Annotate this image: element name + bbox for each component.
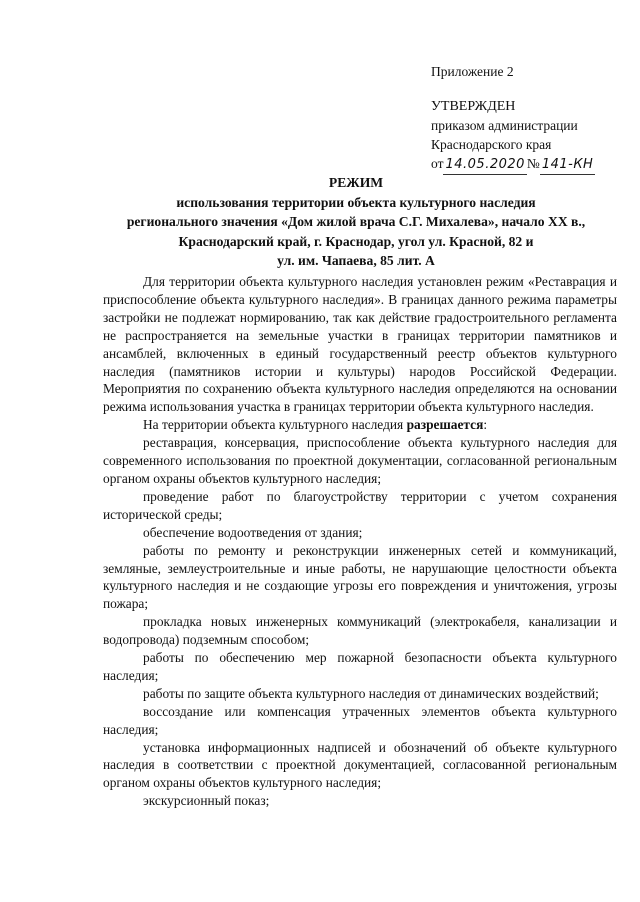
handwritten-number: 141-КН bbox=[540, 155, 596, 175]
list-item: проведение работ по благоустройству территории с учетом сохранения исторической среды; bbox=[103, 488, 617, 522]
approval-stamp bbox=[431, 62, 631, 175]
permitted-heading bbox=[103, 416, 617, 434]
permitted-heading-prefix: На территории объекта культурного наследия bbox=[143, 417, 407, 433]
approval-date-line bbox=[431, 154, 631, 175]
document-body bbox=[103, 273, 617, 810]
intro-paragraph: Для территории объекта культурного наследия установлен режим «Реставрация и приспособление объекта культурного наследия». В границах данного режима параметры застройки не подлежат нормированию, так как действие градостроительного регламента не распространяется на земельные участки в границах территории памятников и ансамблей, включенных в единый государственный реестр объектов культурного наследия (памятников истории и культуры) народов Российской Федерации. Мероприятия по сохранению объекта культурного наследия определяются на основании режима использования участка в границах территории объекта культурного наследия. bbox=[103, 274, 617, 415]
list-item: работы по защите объекта культурного наследия от динамических воздействий; bbox=[143, 685, 599, 701]
handwritten-date: 14.05.2020 bbox=[443, 155, 526, 175]
title-line-4: ул. им. Чапаева, 85 лит. А bbox=[277, 253, 435, 268]
list-item: работы по ремонту и реконструкции инженерных сетей и коммуникаций, земляные, землеустроительные и иные работы, не нарушающие целостности объекта культурного наследия и не создающие угрозы его повреждения и уничтожения, угрозы пожара; bbox=[103, 542, 617, 612]
appendix-label: Приложение 2 bbox=[431, 64, 514, 79]
list-item: экскурсионный показ; bbox=[143, 793, 270, 809]
list-item: прокладка новых инженерных коммуникаций (электрокабеля, канализации и водопровода) подземным способом; bbox=[103, 614, 617, 648]
date-prefix: от bbox=[431, 156, 444, 171]
title-line-3: Краснодарский край, г. Краснодар, угол ул. Красной, 82 и bbox=[178, 233, 534, 249]
permitted-heading-suffix: : bbox=[483, 417, 488, 433]
list-item: реставрация, консервация, приспособление объекта культурного наследия для современного использования по проектной документации, согласованной региональным органом охраны объектов культурного наследия; bbox=[103, 435, 617, 486]
title-line-1: использования территории объекта культурного наследия bbox=[176, 194, 536, 210]
document-title bbox=[96, 173, 616, 271]
approval-line-2: Краснодарского края bbox=[431, 137, 552, 152]
approved-label: УТВЕРЖДЕН bbox=[431, 99, 516, 114]
title-word: РЕЖИМ bbox=[328, 175, 384, 190]
approval-line-1: приказом администрации bbox=[431, 118, 578, 133]
list-item: работы по обеспечению мер пожарной безопасности объекта культурного наследия; bbox=[103, 650, 617, 683]
number-prefix: № bbox=[526, 156, 540, 171]
list-item: установка информационных надписей и обозначений об объекте культурного наследия в соответствии с проектной документацией, согласованной региональным органом охраны объектов культурного наследия; bbox=[103, 739, 617, 791]
list-item: воссоздание или компенсация утраченных элементов объекта культурного наследия; bbox=[103, 703, 617, 737]
permitted-keyword: разрешается bbox=[406, 417, 484, 433]
title-line-2: регионального значения «Дом жилой врача С.Г. Михалева», начало XX в., bbox=[126, 214, 586, 229]
list-item: обеспечение водоотведения от здания; bbox=[143, 524, 363, 540]
